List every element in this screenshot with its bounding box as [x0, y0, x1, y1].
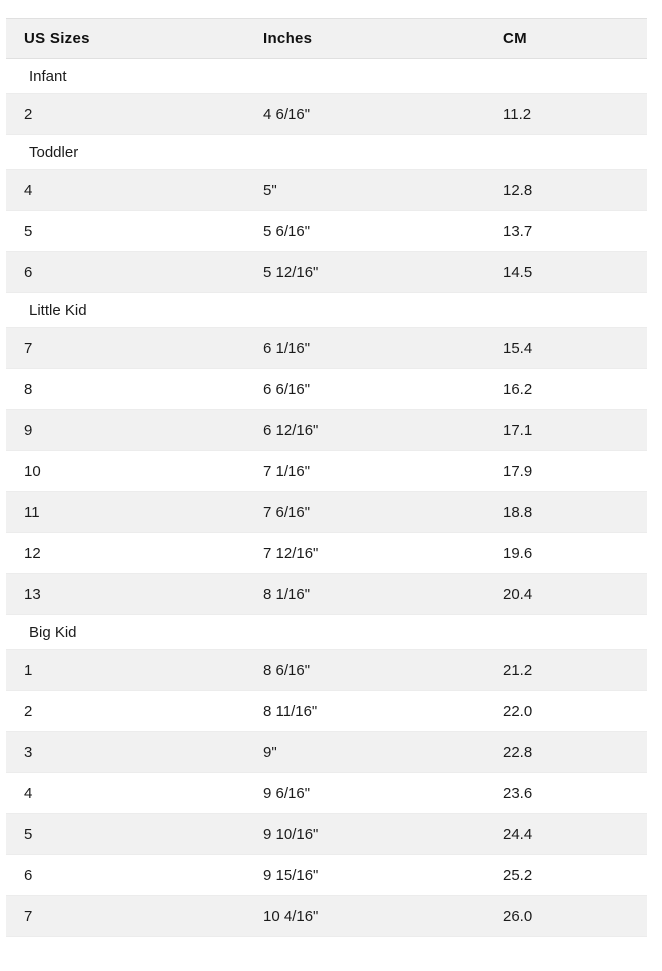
cm-cell: 25.2 [503, 866, 533, 884]
us-size-cell: 5 [24, 825, 33, 843]
table-row [6, 896, 647, 937]
inches-cell: 5 12/16" [263, 263, 319, 281]
size-chart-table [6, 18, 647, 937]
cm-cell: 15.4 [503, 339, 533, 357]
inches-cell: 9 6/16" [263, 784, 311, 802]
cm-cell: 26.0 [503, 907, 533, 925]
inches-cell: 8 11/16" [263, 702, 318, 720]
column-header-inches: Inches [263, 30, 313, 47]
cm-cell: 22.0 [503, 702, 533, 720]
cm-cell: 22.8 [503, 743, 533, 761]
us-size-cell: 2 [24, 702, 33, 720]
cm-cell: 17.9 [503, 462, 533, 480]
table-row [6, 328, 647, 369]
cm-cell: 20.4 [503, 585, 533, 603]
table-row [6, 94, 647, 135]
inches-cell: 10 4/16" [263, 907, 319, 925]
cm-cell: 17.1 [503, 421, 533, 439]
column-header-us-sizes: US Sizes [24, 30, 90, 47]
inches-cell: 8 1/16" [263, 585, 311, 603]
section-row: Infant [6, 59, 647, 94]
column-header-cm: CM [503, 30, 527, 47]
us-size-cell: 2 [24, 105, 33, 123]
us-size-cell: 6 [24, 866, 33, 884]
us-size-cell: 4 [24, 181, 33, 199]
size-chart-body [6, 59, 647, 937]
cm-cell: 11.2 [503, 105, 532, 123]
cm-cell: 14.5 [503, 263, 533, 281]
cm-cell: 19.6 [503, 544, 533, 562]
table-row [6, 252, 647, 293]
section-row: Big Kid [6, 615, 647, 650]
inches-cell: 4 6/16" [263, 105, 311, 123]
us-size-cell: 5 [24, 222, 33, 240]
table-row [6, 211, 647, 252]
cm-cell: 21.2 [503, 661, 533, 679]
inches-cell: 7 1/16" [263, 462, 311, 480]
table-row [6, 855, 647, 896]
table-row [6, 533, 647, 574]
table-row [6, 691, 647, 732]
inches-cell: 6 12/16" [263, 421, 319, 439]
us-size-cell: 8 [24, 380, 33, 398]
us-size-cell: 13 [24, 585, 41, 603]
cm-cell: 12.8 [503, 181, 533, 199]
us-size-cell: 9 [24, 421, 33, 439]
inches-cell: 7 12/16" [263, 544, 319, 562]
table-row [6, 814, 647, 855]
table-row [6, 170, 647, 211]
cm-cell: 24.4 [503, 825, 533, 843]
inches-cell: 5 6/16" [263, 222, 311, 240]
us-size-cell: 7 [24, 907, 33, 925]
section-row: Little Kid [6, 293, 647, 328]
us-size-cell: 12 [24, 544, 41, 562]
inches-cell: 8 6/16" [263, 661, 311, 679]
us-size-cell: 10 [24, 462, 41, 480]
table-row [6, 650, 647, 691]
inches-cell: 6 6/16" [263, 380, 311, 398]
section-row: Toddler [6, 135, 647, 170]
table-row [6, 574, 647, 615]
table-row [6, 410, 647, 451]
table-row [6, 492, 647, 533]
us-size-cell: 3 [24, 743, 33, 761]
cm-cell: 18.8 [503, 503, 533, 521]
cm-cell: 16.2 [503, 380, 533, 398]
cm-cell: 23.6 [503, 784, 533, 802]
us-size-cell: 11 [24, 503, 40, 521]
inches-cell: 7 6/16" [263, 503, 311, 521]
us-size-cell: 7 [24, 339, 33, 357]
us-size-cell: 6 [24, 263, 33, 281]
cm-cell: 13.7 [503, 222, 533, 240]
inches-cell: 9 15/16" [263, 866, 319, 884]
table-header-row [6, 18, 647, 59]
inches-cell: 9" [263, 743, 277, 761]
table-row [6, 451, 647, 492]
inches-cell: 5" [263, 181, 277, 199]
table-row [6, 773, 647, 814]
table-row [6, 732, 647, 773]
table-row [6, 369, 647, 410]
us-size-cell: 4 [24, 784, 33, 802]
inches-cell: 6 1/16" [263, 339, 311, 357]
us-size-cell: 1 [24, 661, 33, 679]
inches-cell: 9 10/16" [263, 825, 319, 843]
